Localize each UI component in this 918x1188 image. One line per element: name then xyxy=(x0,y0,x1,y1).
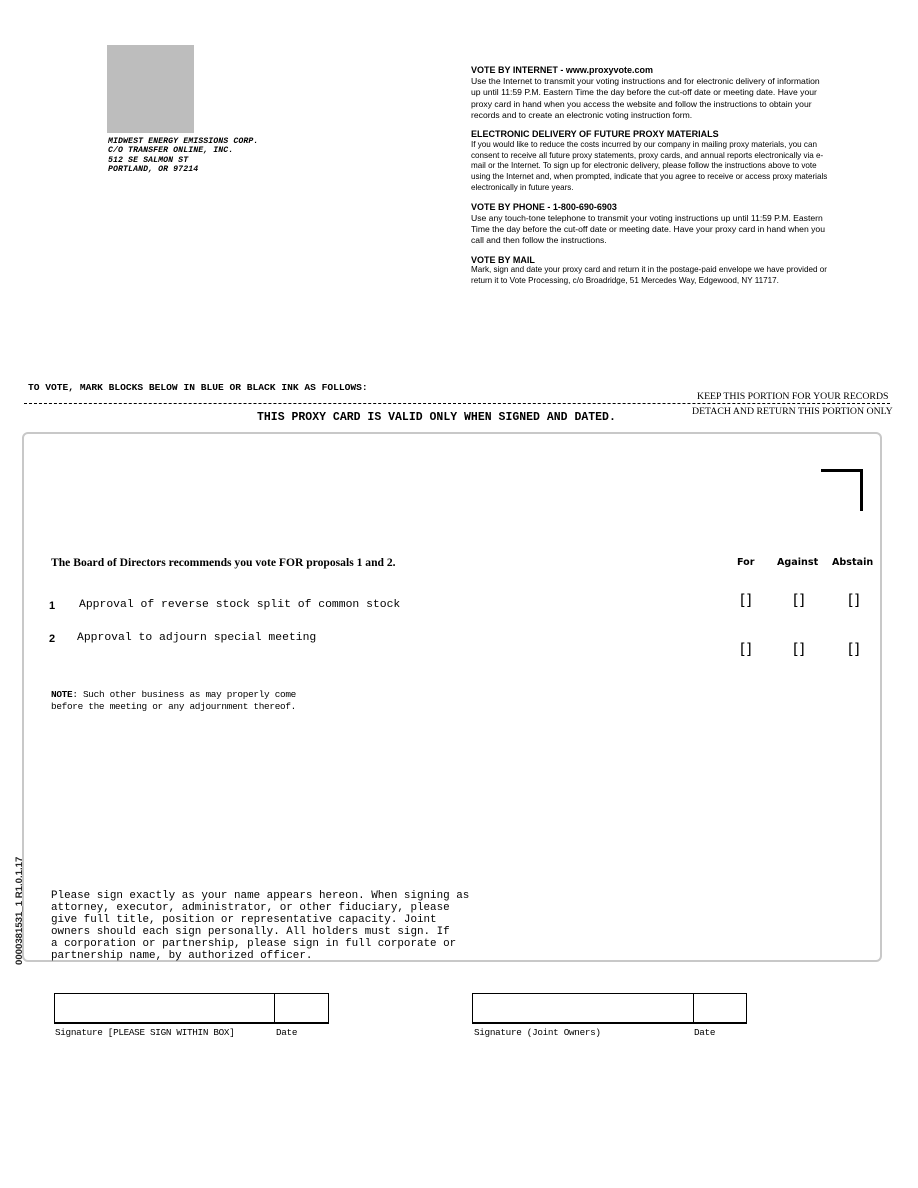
electronic-delivery-heading: ELECTRONIC DELIVERY OF FUTURE PROXY MATERIALS xyxy=(471,129,719,140)
signing-instruction-line: attorney, executor, administrator, or other fiduciary, please xyxy=(51,902,450,914)
joint-signature-date-box[interactable] xyxy=(693,993,747,1024)
proposal-1-for-checkbox[interactable]: [] xyxy=(740,591,752,609)
note-label: NOTE xyxy=(51,689,73,700)
note-line: before the meeting or any adjournment thereof. xyxy=(51,701,296,712)
signing-instruction-line: partnership name, by authorized officer. xyxy=(51,950,313,962)
proposal-1-against-checkbox[interactable]: [] xyxy=(793,591,805,609)
control-code-text: 0000381531_1 R1.0.1.17 xyxy=(14,856,25,965)
vote-by-mail-body: Mark, sign and date your proxy card and return it in the postage-paid envelope we have provided or return it to Vote Processing, c/o Broadridge, 51 Mercedes Way, Edgewood, NY 11717. xyxy=(471,265,827,286)
proposal-2-abstain-checkbox[interactable]: [] xyxy=(848,640,860,658)
keep-portion-label: KEEP THIS PORTION FOR YOUR RECORDS xyxy=(697,391,889,402)
signature-date-box[interactable] xyxy=(274,993,329,1024)
signing-instruction-line: a corporation or partnership, please sign in full corporate or xyxy=(51,938,457,950)
proposal-number: 2 xyxy=(49,633,56,645)
vote-by-phone-body: Use any touch-tone telephone to transmit your voting instructions up until 11:59 P.M. Eastern Time the day before the cut-off date or meeting date. Have your proxy card in hand when you call and then follow the instructions. xyxy=(471,213,825,246)
vote-by-internet-section xyxy=(471,65,831,121)
joint-date-label: Date xyxy=(694,1027,716,1038)
signing-instruction-line: Please sign exactly as your name appears hereon. When signing as xyxy=(51,890,470,902)
voting-instructions xyxy=(471,65,831,295)
vote-by-internet-heading: VOTE BY INTERNET - www.proxyvote.com xyxy=(471,65,654,75)
proposal-text: Approval of reverse stock split of common stock xyxy=(79,599,401,611)
signature-box[interactable] xyxy=(54,993,275,1024)
column-header-against: Against xyxy=(777,557,819,568)
electronic-delivery-body: If you would like to reduce the costs incurred by our company in mailing proxy materials, you can consent to receive all future proxy statements, proxy cards, and annual reports electronically via e-mail or the Internet. To sign up for electronic delivery, please follow the instructions above to vote using the Internet and, when prompted, indicate that you agree to receive or access proxy materials electronically in future years. xyxy=(471,139,828,192)
signature-label: Signature [PLEASE SIGN WITHIN BOX] xyxy=(55,1027,235,1038)
signing-instructions xyxy=(51,890,470,962)
column-header-for: For xyxy=(737,557,755,568)
electronic-delivery-section xyxy=(471,129,831,194)
detach-dashed-line xyxy=(24,403,890,404)
company-address xyxy=(108,137,258,174)
date-label: Date xyxy=(276,1027,298,1038)
joint-signature-label: Signature (Joint Owners) xyxy=(474,1027,601,1038)
note xyxy=(51,689,296,713)
proposal-2-against-checkbox[interactable]: [] xyxy=(793,640,805,658)
vote-by-mail-heading: VOTE BY MAIL xyxy=(471,254,535,265)
address-line: C/O TRANSFER ONLINE, INC. xyxy=(108,146,234,156)
vote-by-internet-body: Use the Internet to transmit your voting instructions and for electronic delivery of information up until 11:59 P.M. Eastern Time the day before the cut-off date or meeting date. Have your proxy card in hand when you access the website and follow the instructions to obtain your records and to create an electronic voting instruction form. xyxy=(471,76,820,120)
note-line: : Such other business as may properly come xyxy=(72,689,297,700)
detach-portion-label: DETACH AND RETURN THIS PORTION ONLY xyxy=(692,406,893,417)
board-recommendation: The Board of Directors recommends you vote FOR proposals 1 and 2. xyxy=(51,556,396,569)
address-line: PORTLAND, OR 97214 xyxy=(108,164,199,174)
vote-by-phone-heading: VOTE BY PHONE - 1-800-690-6903 xyxy=(471,201,617,212)
signing-instruction-line: give full title, position or representative capacity. Joint xyxy=(51,914,437,926)
proposal-number: 1 xyxy=(49,600,56,612)
address-line: 512 SE SALMON ST xyxy=(108,155,189,165)
column-header-abstain: Abstain xyxy=(832,557,874,568)
address-line: MIDWEST ENERGY EMISSIONS CORP. xyxy=(108,137,259,146)
signing-instruction-line: owners should each sign personally. All holders must sign. If xyxy=(51,926,450,938)
to-vote-instruction: TO VOTE, MARK BLOCKS BELOW IN BLUE OR BLACK INK AS FOLLOWS: xyxy=(28,382,368,393)
vote-by-mail-section xyxy=(471,255,831,287)
joint-signature-box[interactable] xyxy=(472,993,694,1024)
proposal-2-for-checkbox[interactable]: [] xyxy=(740,640,752,658)
valid-notice: THIS PROXY CARD IS VALID ONLY WHEN SIGNED AND DATED. xyxy=(257,411,616,424)
proposal-text: Approval to adjourn special meeting xyxy=(77,632,317,644)
control-code xyxy=(14,847,28,965)
proposal-1-abstain-checkbox[interactable]: [] xyxy=(848,591,860,609)
company-logo-placeholder xyxy=(107,45,194,133)
vote-by-phone-section xyxy=(471,202,831,247)
registration-corner-mark xyxy=(821,469,863,511)
